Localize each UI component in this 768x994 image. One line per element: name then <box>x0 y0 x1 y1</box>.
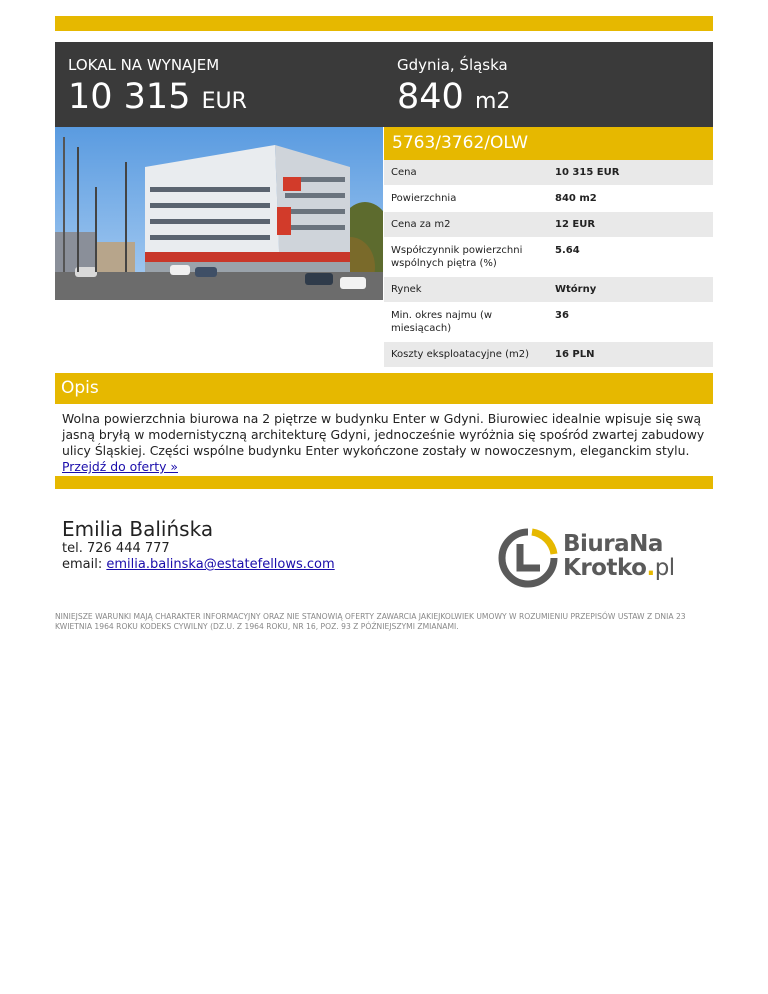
detail-label: Powierzchnia <box>391 193 457 204</box>
description-heading <box>55 373 713 404</box>
detail-label: Koszty eksploatacyjne (m2) <box>391 349 529 360</box>
company-logo <box>498 528 693 588</box>
detail-value: 12 EUR <box>555 219 596 230</box>
detail-value: 16 PLN <box>555 349 595 360</box>
detail-row <box>384 303 713 342</box>
agent-phone-line <box>62 541 335 557</box>
detail-value: 36 <box>555 310 569 321</box>
logo-dot: . <box>646 555 655 581</box>
agent-phone: 726 444 777 <box>86 541 170 556</box>
detail-value: Wtórny <box>555 284 597 295</box>
details-table <box>384 160 713 394</box>
area-display <box>397 76 510 123</box>
detail-label: Min. okres najmu (w miesiącach) <box>391 310 493 334</box>
detail-row <box>384 238 713 277</box>
offer-link[interactable]: Przejdź do oferty » <box>62 459 178 474</box>
detail-value: 10 315 EUR <box>555 167 620 178</box>
logo-mark-icon <box>498 528 558 588</box>
area-unit: m2 <box>474 89 511 114</box>
area-block <box>397 56 510 123</box>
detail-value: 5.64 <box>555 245 580 256</box>
legal-disclaimer: NINIEJSZE WARUNKI MAJĄ CHARAKTER INFORMACYJNY ORAZ NIE STANOWIĄ OFERTY ZAWARCIA JAKIEJKOLWIEK UMOWY W ROZUMIENIU PRZEPISÓW USTAW Z DNIA 23 KWIETNIA 1964 ROKU KODEKS CYWILNY (DZ.U. Z 1964 ROKU, NR 16, POZ. 93 Z PÓŹNIEJSZYMI ZMIANAMI. <box>55 612 686 631</box>
detail-label: Cena <box>391 167 417 178</box>
description-title: Opis <box>61 378 99 398</box>
detail-value: 840 m2 <box>555 193 597 204</box>
detail-row <box>384 212 713 238</box>
logo-name: Krotko <box>563 555 647 581</box>
building-photo <box>55 127 383 300</box>
description-text: Wolna powierzchnia biurowa na 2 piętrze w budynku Enter w Gdyni. Biurowiec idealnie wpisuje się swą jasną bryłą w modernistyczną architekturę Gdyni, jednocześnie wyróżnia się spośród zwartej zabudowy ulicy Śląskiej. Części wspólne budynku Enter wykończone zostały w nowoczesnym, eleganckim stylu. <box>62 411 705 458</box>
listing-reference: 5763/3762/OLW <box>384 127 713 160</box>
agent-email-line <box>62 557 335 573</box>
top-accent-bar <box>55 16 713 31</box>
detail-label: Rynek <box>391 284 422 295</box>
location: Gdynia, Śląska <box>397 56 508 74</box>
agent-contact <box>62 517 335 573</box>
agent-name: Emilia Balińska <box>62 517 214 541</box>
price-display <box>68 76 247 123</box>
phone-label: tel. <box>62 541 83 556</box>
logo-line-1: BiuraNa <box>563 531 663 557</box>
logo-tld: pl <box>654 555 675 581</box>
detail-label: Cena za m2 <box>391 219 451 230</box>
price-currency: EUR <box>201 89 247 114</box>
listing-details <box>384 127 713 394</box>
detail-label: Współczynnik powierzchni wspólnych piętra (%) <box>391 245 523 269</box>
detail-row <box>384 342 713 368</box>
section-divider-bar <box>55 476 713 489</box>
logo-line-2 <box>563 556 675 580</box>
email-label: email: <box>62 557 103 572</box>
detail-row <box>384 186 713 212</box>
logo-wordmark <box>563 532 675 580</box>
area-value: 840 <box>397 77 464 117</box>
agent-email-link[interactable]: emilia.balinska@estatefellows.com <box>106 557 335 572</box>
price-value: 10 315 <box>68 77 191 117</box>
listing-header <box>55 42 713 127</box>
price-block <box>68 56 247 123</box>
detail-row <box>384 277 713 303</box>
description-body <box>62 411 710 475</box>
offer-type: LOKAL NA WYNAJEM <box>68 56 220 74</box>
detail-row <box>384 160 713 186</box>
